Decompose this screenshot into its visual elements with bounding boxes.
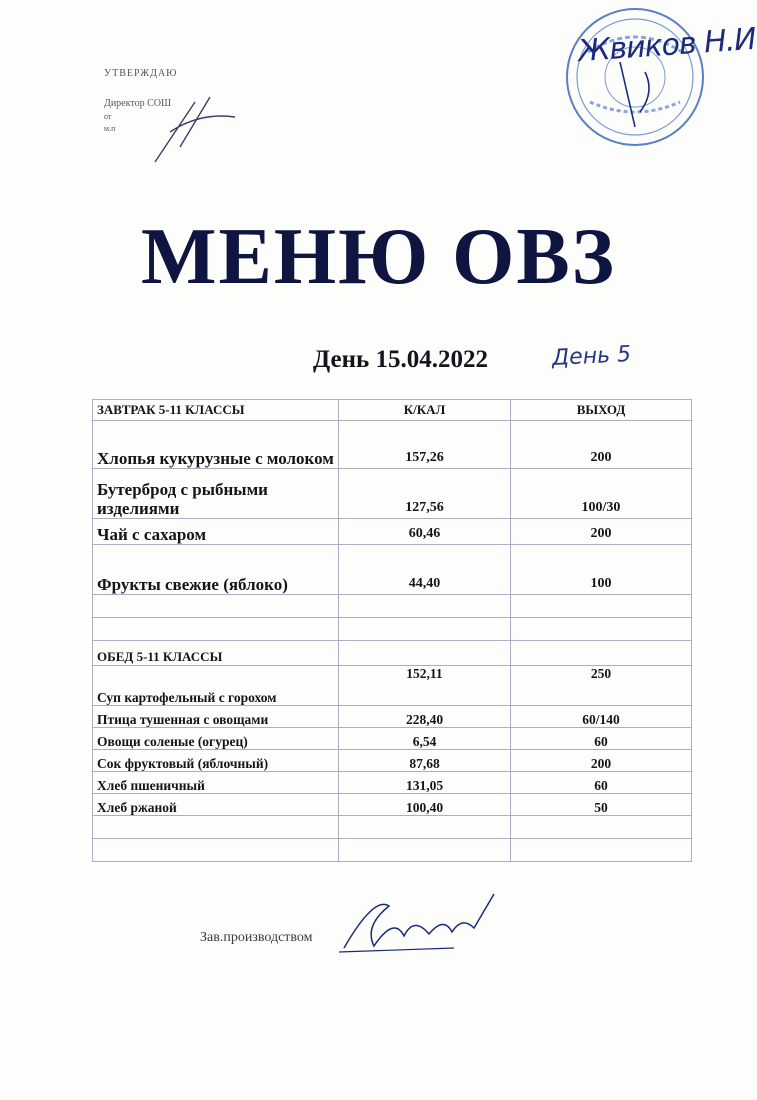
dish-kcal: 152,11 [339, 666, 511, 706]
dish-output: 60 [511, 728, 692, 750]
dish-output: 200 [511, 421, 692, 469]
dish-output: 50 [511, 794, 692, 816]
empty-row [93, 595, 692, 618]
director-label: Директор СОШ [104, 97, 172, 109]
table-header-row [93, 400, 692, 421]
dish-output: 60/140 [511, 706, 692, 728]
dish-kcal: 44,40 [339, 545, 511, 595]
table-row [93, 728, 692, 750]
empty-row [93, 618, 692, 641]
handwritten-surname: Жвиков Н.И [576, 21, 757, 70]
manager-signature-icon [334, 886, 504, 966]
dish-kcal: 87,68 [339, 750, 511, 772]
dish-kcal: 228,40 [339, 706, 511, 728]
dish-output: 60 [511, 772, 692, 794]
director-signature-icon [150, 92, 240, 172]
dish-name: Птица тушенная с овощами [93, 706, 339, 728]
table-row [93, 706, 692, 728]
dish-kcal: 157,26 [339, 421, 511, 469]
official-seal-icon [560, 2, 710, 152]
production-manager-label: Зав.производством [200, 930, 313, 945]
dish-name: Хлеб ржаной [93, 794, 339, 816]
dish-output: 200 [511, 519, 692, 545]
day-date: День 15.04.2022 [313, 346, 488, 373]
table-row [93, 421, 692, 469]
dish-name: Хлопья кукурузные с молоком [93, 421, 339, 469]
dish-kcal: 100,40 [339, 794, 511, 816]
lunch-title: ОБЕД 5-11 КЛАССЫ [93, 641, 339, 666]
lunch-section-row [93, 641, 692, 666]
dish-name: Овощи соленые (огурец) [93, 728, 339, 750]
header-breakfast: ЗАВТРАК 5-11 КЛАССЫ [93, 400, 339, 421]
dish-output: 100/30 [511, 469, 692, 519]
dish-name: Бутерброд с рыбными изделиями [93, 469, 339, 519]
dish-output: 250 [511, 666, 692, 706]
header-kcal: К/КАЛ [339, 400, 511, 421]
table-row [93, 794, 692, 816]
dish-name: Хлеб пшеничный [93, 772, 339, 794]
dish-kcal: 60,46 [339, 519, 511, 545]
day-handwritten-note: День 5 [551, 341, 632, 372]
dish-name: Сок фруктовый (яблочный) [93, 750, 339, 772]
page-title: МЕНЮ ОВЗ [141, 213, 616, 301]
dish-name: Суп картофельный с горохом [93, 666, 339, 706]
dish-kcal: 131,05 [339, 772, 511, 794]
header-output: ВЫХОД [511, 400, 692, 421]
approve-heading: УТВЕРЖДАЮ [104, 68, 178, 79]
empty-row [93, 816, 692, 839]
menu-table [92, 399, 692, 862]
empty-row [93, 839, 692, 862]
table-row [93, 750, 692, 772]
dish-output: 200 [511, 750, 692, 772]
table-row [93, 469, 692, 519]
dish-name: Фрукты свежие (яблоко) [93, 545, 339, 595]
table-row [93, 519, 692, 545]
dish-output: 100 [511, 545, 692, 595]
from-label: от [104, 112, 112, 121]
mp-label: м.п [104, 124, 116, 134]
table-row [93, 772, 692, 794]
dish-kcal: 127,56 [339, 469, 511, 519]
dish-name: Чай с сахаром [93, 519, 339, 545]
table-row [93, 666, 692, 706]
dish-kcal: 6,54 [339, 728, 511, 750]
table-row [93, 545, 692, 595]
